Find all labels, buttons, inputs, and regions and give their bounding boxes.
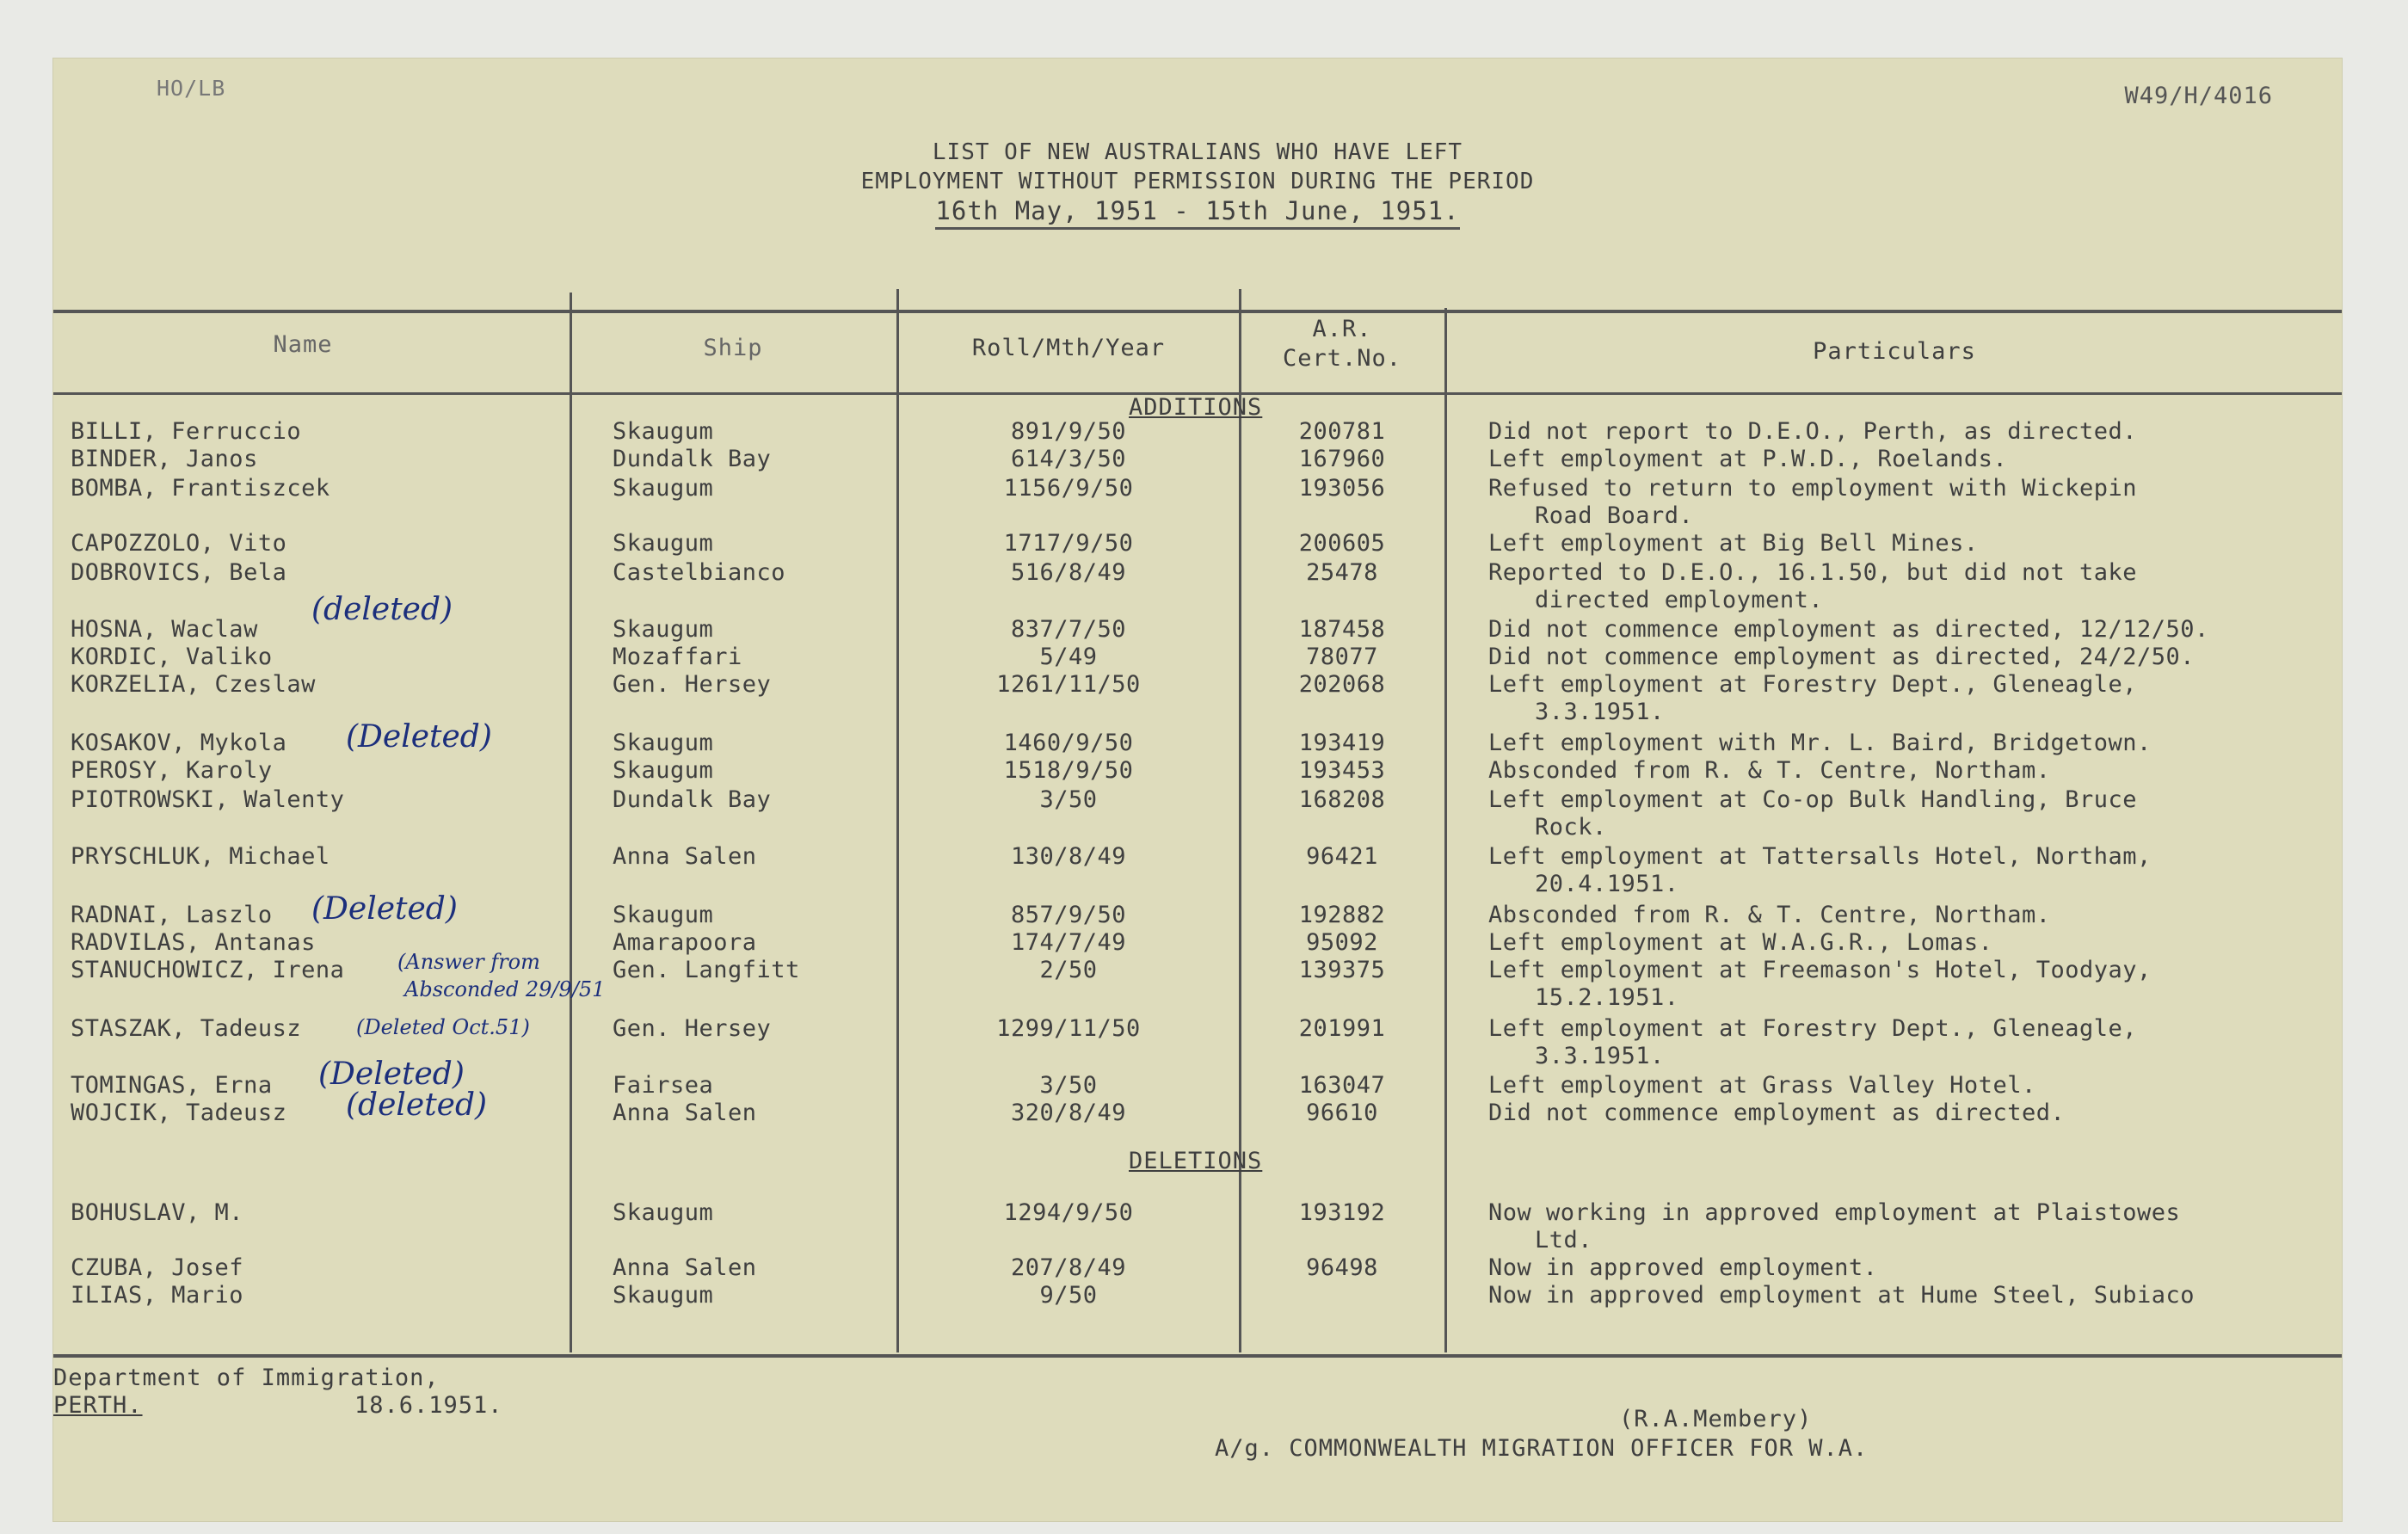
row-cert: 25478 xyxy=(1306,559,1378,586)
row-roll: 1261/11/50 xyxy=(996,671,1141,698)
row-roll: 837/7/50 xyxy=(1010,616,1127,643)
row-ship: Skaugum xyxy=(613,418,714,445)
row-roll: 1156/9/50 xyxy=(1003,475,1134,502)
column-divider-4 xyxy=(1444,308,1447,1352)
row-particulars: Absconded from R. & T. Centre, Northam. xyxy=(1488,757,2051,784)
row-roll: 1717/9/50 xyxy=(1003,530,1134,557)
row-name: KOSAKOV, Mykola xyxy=(71,730,287,756)
row-name: BINDER, Janos xyxy=(71,446,258,472)
row-roll: 9/50 xyxy=(1039,1282,1098,1309)
row-cert: 202068 xyxy=(1298,671,1386,698)
row-cert: 96498 xyxy=(1306,1254,1378,1281)
row-cert: 200605 xyxy=(1298,530,1386,557)
row-cert: 201991 xyxy=(1298,1015,1386,1042)
row-cert: 193419 xyxy=(1298,730,1386,756)
row-name: BILLI, Ferruccio xyxy=(71,418,302,445)
row-ship: Skaugum xyxy=(613,530,714,557)
row-cert: 192882 xyxy=(1298,902,1386,928)
row-particulars: Left employment at Co-op Bulk Handling, Bruce xyxy=(1488,786,2137,813)
row-roll: 516/8/49 xyxy=(1010,559,1127,586)
column-divider-3 xyxy=(1239,289,1241,1352)
header-ship: Ship xyxy=(703,335,763,361)
row-particulars: Now in approved employment. xyxy=(1488,1254,1878,1281)
row-roll: 1460/9/50 xyxy=(1003,730,1134,756)
row-particulars: Did not commence employment as directed. xyxy=(1488,1100,2066,1126)
row-ship: Anna Salen xyxy=(613,1254,757,1281)
row-roll: 5/49 xyxy=(1039,644,1098,670)
row-cert: 200781 xyxy=(1298,418,1386,445)
row-ship: Dundalk Bay xyxy=(613,446,772,472)
title-line-1: LIST OF NEW AUSTRALIANS WHO HAVE LEFT xyxy=(932,139,1463,165)
title-line-3: 16th May, 1951 - 15th June, 1951. xyxy=(935,196,1459,230)
row-roll: 1518/9/50 xyxy=(1003,757,1134,784)
row-particulars: Left employment at Freemason's Hotel, Toodyay, xyxy=(1488,957,2152,983)
row-name: ILIAS, Mario xyxy=(71,1282,244,1309)
row-ship: Castelbianco xyxy=(613,559,786,586)
header-name: Name xyxy=(273,331,333,358)
annotation-stanuchowicz-1: (Answer from xyxy=(397,950,540,974)
row-ship: Skaugum xyxy=(613,730,714,756)
footer-date: 18.6.1951. xyxy=(354,1392,503,1419)
document-page xyxy=(53,59,2342,1521)
reference-right: W49/H/4016 xyxy=(2124,83,2273,109)
row-particulars: 3.3.1951. xyxy=(1535,1043,1665,1069)
table-bottom-rule xyxy=(53,1354,2342,1358)
row-name: PRYSCHLUK, Michael xyxy=(71,843,330,870)
row-ship: Amarapoora xyxy=(613,929,757,956)
signer-role: A/g. COMMONWEALTH MIGRATION OFFICER FOR W.A. xyxy=(1215,1435,1869,1462)
row-particulars: Now in approved employment at Hume Steel, Subiaco xyxy=(1488,1282,2196,1309)
row-ship: Skaugum xyxy=(613,902,714,928)
row-roll: 857/9/50 xyxy=(1010,902,1127,928)
column-divider-2 xyxy=(896,289,899,1352)
annotation-wojcik: (deleted) xyxy=(346,1087,488,1123)
annotation-kosakov: (Deleted) xyxy=(346,719,492,755)
row-name: HOSNA, Waclaw xyxy=(71,616,258,643)
row-cert: 167960 xyxy=(1298,446,1386,472)
row-ship: Skaugum xyxy=(613,1199,714,1226)
row-cert: 96421 xyxy=(1306,843,1378,870)
row-name: STANUCHOWICZ, Irena xyxy=(71,957,345,983)
row-ship: Dundalk Bay xyxy=(613,786,772,813)
row-particulars: Left employment at Forestry Dept., Gleneagle, xyxy=(1488,1015,2137,1042)
row-particulars: Left employment at Tattersalls Hotel, Northam, xyxy=(1488,843,2152,870)
row-particulars: 3.3.1951. xyxy=(1535,699,1665,725)
section-deletions: DELETIONS xyxy=(1129,1148,1263,1174)
row-ship: Gen. Hersey xyxy=(613,671,772,698)
row-particulars: Ltd. xyxy=(1535,1227,1593,1254)
header-particulars: Particulars xyxy=(1813,338,1976,365)
row-name: BOHUSLAV, M. xyxy=(71,1199,244,1226)
annotation-radnai: (Deleted) xyxy=(311,891,458,927)
annotation-staszak: (Deleted Oct.51) xyxy=(356,1015,530,1039)
row-particulars: Did not commence employment as directed, 12/12/50. xyxy=(1488,616,2209,643)
row-roll: 3/50 xyxy=(1039,786,1098,813)
row-roll: 2/50 xyxy=(1039,957,1098,983)
row-name: CAPOZZOLO, Vito xyxy=(71,530,287,557)
row-ship: Anna Salen xyxy=(613,843,757,870)
row-roll: 174/7/49 xyxy=(1010,929,1127,956)
annotation-tomingas: (Deleted) xyxy=(318,1057,465,1092)
annotation-hosna: (deleted) xyxy=(311,592,453,627)
row-name: TOMINGAS, Erna xyxy=(71,1072,273,1099)
row-cert: 193192 xyxy=(1298,1199,1386,1226)
row-ship: Skaugum xyxy=(613,475,714,502)
row-cert: 168208 xyxy=(1298,786,1386,813)
row-cert: 96610 xyxy=(1306,1100,1378,1126)
row-roll: 130/8/49 xyxy=(1010,843,1127,870)
row-particulars: Left employment at Forestry Dept., Gleneagle, xyxy=(1488,671,2137,698)
row-name: WOJCIK, Tadeusz xyxy=(71,1100,287,1126)
row-ship: Anna Salen xyxy=(613,1100,757,1126)
row-particulars: Left employment at Grass Valley Hotel. xyxy=(1488,1072,2036,1099)
row-particulars: Now working in approved employment at Plaistowes xyxy=(1488,1199,2181,1226)
title-line-2: EMPLOYMENT WITHOUT PERMISSION DURING THE PERIOD xyxy=(860,169,1535,194)
row-name: PIOTROWSKI, Walenty xyxy=(71,786,345,813)
row-particulars: Rock. xyxy=(1535,814,1607,841)
row-cert: 163047 xyxy=(1298,1072,1386,1099)
row-ship: Mozaffari xyxy=(613,644,742,670)
row-ship: Skaugum xyxy=(613,1282,714,1309)
row-roll: 320/8/49 xyxy=(1010,1100,1127,1126)
row-particulars: 20.4.1951. xyxy=(1535,871,1679,897)
row-cert: 78077 xyxy=(1306,644,1378,670)
row-ship: Skaugum xyxy=(613,757,714,784)
row-ship: Gen. Langfitt xyxy=(613,957,800,983)
row-cert: 187458 xyxy=(1298,616,1386,643)
row-particulars: directed employment. xyxy=(1535,587,1824,613)
signer-name: (R.A.Membery) xyxy=(1619,1406,1813,1432)
row-cert: 95092 xyxy=(1306,929,1378,956)
row-particulars: Reported to D.E.O., 16.1.50, but did not take xyxy=(1488,559,2137,586)
footer-city: PERTH. xyxy=(53,1392,143,1419)
row-name: DOBROVICS, Bela xyxy=(71,559,287,586)
row-particulars: Did not report to D.E.O., Perth, as directed. xyxy=(1488,418,2137,445)
row-particulars: Road Board. xyxy=(1535,502,1694,529)
row-roll: 891/9/50 xyxy=(1010,418,1127,445)
column-divider-1 xyxy=(570,293,572,1352)
row-cert: 193056 xyxy=(1298,475,1386,502)
reference-left: HO/LB xyxy=(157,76,226,101)
table-top-rule xyxy=(53,310,2342,313)
row-particulars: Left employment at P.W.D., Roelands. xyxy=(1488,446,2008,472)
footer-department: Department of Immigration, xyxy=(53,1365,440,1391)
row-roll: 1294/9/50 xyxy=(1003,1199,1134,1226)
row-particulars: Did not commence employment as directed, 24/2/50. xyxy=(1488,644,2196,670)
header-roll: Roll/Mth/Year xyxy=(971,335,1166,361)
row-particulars: Absconded from R. & T. Centre, Northam. xyxy=(1488,902,2051,928)
row-name: RADNAI, Laszlo xyxy=(71,902,273,928)
row-name: STASZAK, Tadeusz xyxy=(71,1015,302,1042)
row-ship: Gen. Hersey xyxy=(613,1015,772,1042)
row-roll: 614/3/50 xyxy=(1010,446,1127,472)
row-roll: 1299/11/50 xyxy=(996,1015,1141,1042)
row-ship: Skaugum xyxy=(613,616,714,643)
section-additions: ADDITIONS xyxy=(1129,394,1263,421)
row-particulars: Left employment with Mr. L. Baird, Bridgetown. xyxy=(1488,730,2152,756)
row-particulars: Left employment at Big Bell Mines. xyxy=(1488,530,1979,557)
annotation-stanuchowicz-2: Absconded 29/9/51 xyxy=(404,977,606,1001)
row-name: PEROSY, Karoly xyxy=(71,757,273,784)
header-cert: A.R. Cert.No. xyxy=(1282,316,1402,372)
row-particulars: Left employment at W.A.G.R., Lomas. xyxy=(1488,929,1993,956)
row-roll: 3/50 xyxy=(1039,1072,1098,1099)
row-particulars: Refused to return to employment with Wickepin xyxy=(1488,475,2137,502)
row-name: KORDIC, Valiko xyxy=(71,644,273,670)
row-name: RADVILAS, Antanas xyxy=(71,929,316,956)
row-name: BOMBA, Frantiszcek xyxy=(71,475,330,502)
row-roll: 207/8/49 xyxy=(1010,1254,1127,1281)
row-cert: 193453 xyxy=(1298,757,1386,784)
row-ship: Fairsea xyxy=(613,1072,714,1099)
row-cert: 139375 xyxy=(1298,957,1386,983)
document-title xyxy=(53,138,2342,227)
row-name: CZUBA, Josef xyxy=(71,1254,244,1281)
row-particulars: 15.2.1951. xyxy=(1535,984,1679,1011)
row-name: KORZELIA, Czeslaw xyxy=(71,671,316,698)
